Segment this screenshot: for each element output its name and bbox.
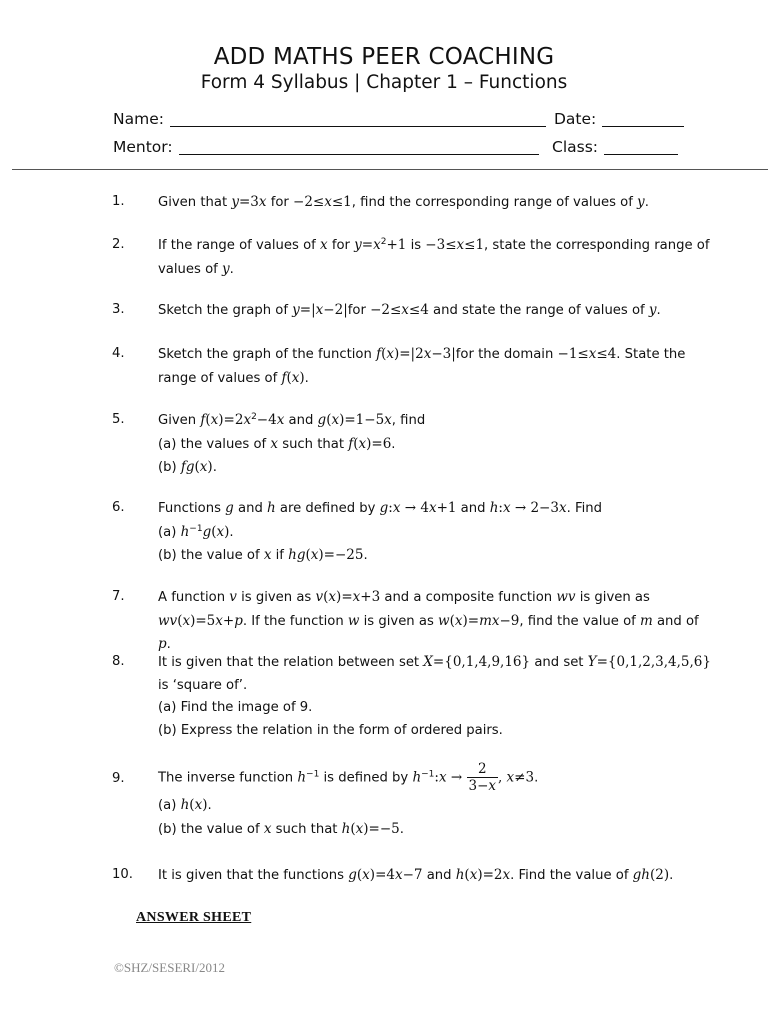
header-divider	[12, 169, 768, 170]
class-label: Class:	[552, 138, 599, 156]
question-number: 8.	[112, 654, 125, 669]
question-number: 10.	[112, 867, 133, 882]
question-number: 3.	[112, 302, 125, 317]
answer-sheet-heading: ANSWER SHEET	[136, 910, 252, 925]
question-text: The inverse function $h^{-1}$ is defined by $h^{-1}:x$ → $\frac{2}{3-x}$ , x≠3. (a) h(x). (b) the value of x such that h(x)=−5.	[158, 761, 539, 837]
question-number: 1.	[112, 194, 125, 209]
question-9	[112, 761, 712, 841]
question-text: Sketch the graph of the function f(x)=|2x−3|for the domain −1≤x≤4. State the range of values of f(x).	[158, 346, 686, 386]
question-number: 5.	[112, 412, 125, 427]
question-8	[112, 651, 712, 742]
date-blank[interactable]	[602, 111, 684, 127]
mentor-blank[interactable]	[179, 139, 539, 155]
question-number: 7.	[112, 589, 125, 604]
mentor-label: Mentor:	[113, 138, 173, 156]
question-number: 2.	[112, 237, 125, 252]
class-blank[interactable]	[604, 139, 678, 155]
question-2	[112, 234, 712, 281]
question-text: It is given that the functions g(x)=4x−7 and h(x)=2x. Find the value of gh(2).	[158, 867, 674, 883]
name-blank[interactable]	[170, 111, 546, 127]
fraction: $\frac{2}{3-x}$	[468, 761, 497, 794]
question-text: Sketch the graph of y=|x−2|for −2≤x≤4 and state the range of values of y.	[158, 302, 661, 318]
question-4	[112, 343, 712, 390]
question-1	[112, 191, 712, 215]
date-field[interactable]	[554, 110, 684, 128]
question-number: 9.	[112, 771, 125, 786]
page-title: ADD MATHS PEER COACHING	[213, 44, 555, 70]
question-6	[112, 497, 712, 568]
question-text: Given $f(x)=2x^2-4x$ and g(x)=1−5x, find (a) the values of x such that f(x)=6. (b) fg(x).	[158, 412, 426, 475]
question-text: It is given that the relation between set X={0,1,4,9,16} and set Y={0,1,2,3,4,5,6} is ‘square of’. (a) Find the image of 9. (b) Express the relation in the form of ordered pairs.	[158, 654, 711, 738]
question-number: 4.	[112, 346, 125, 361]
name-field[interactable]	[113, 110, 546, 128]
question-5	[112, 409, 712, 480]
question-text: A function v is given as v(x)=x+3 and a composite function wv is given as wv(x)=5x+p. If the function w is given as w(x)=mx−9, find the value of m and of p.	[158, 589, 699, 652]
question-3	[112, 299, 712, 323]
class-field[interactable]	[552, 138, 678, 156]
question-text: Given that y=3x for −2≤x≤1, find the corresponding range of values of y.	[158, 194, 649, 210]
page-subtitle: Form 4 Syllabus | Chapter 1 – Functions	[200, 72, 568, 93]
question-10	[112, 864, 712, 888]
question-number: 6.	[112, 500, 125, 515]
question-text: Functions g and h are defined by g:x → 4x+1 and h:x → 2−3x. Find (a) $h^{-1}g(x)$. (b) the value of x if hg(x)=−25.	[158, 500, 602, 563]
question-text: If the range of values of x for $y=x^2+1$ is −3≤x≤1, state the corresponding range of values of y.	[158, 237, 710, 277]
name-label: Name:	[113, 110, 164, 128]
copyright-notice: ©SHZ/SESERI/2012	[114, 960, 226, 975]
question-7	[112, 586, 712, 657]
mentor-field[interactable]	[113, 138, 539, 156]
date-label: Date:	[554, 110, 597, 128]
